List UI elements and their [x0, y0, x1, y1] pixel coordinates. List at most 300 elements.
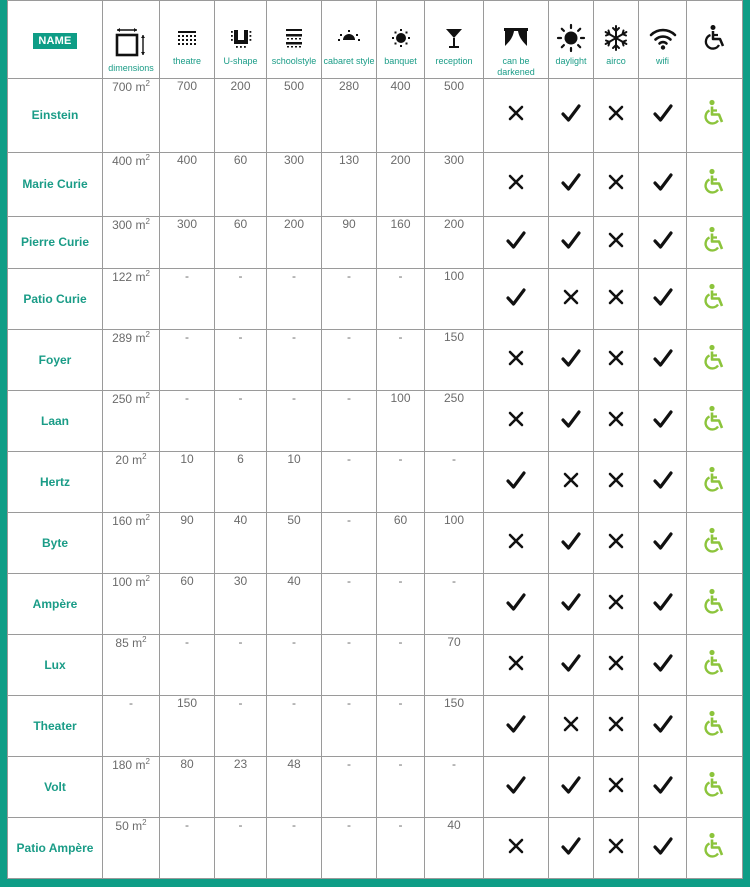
capacity-banquet: 400 — [377, 79, 425, 153]
col-label-schoolstyle: schoolstyle — [271, 56, 317, 66]
check-icon — [561, 782, 581, 799]
dimensions-icon — [114, 26, 148, 60]
area-unit: m — [135, 270, 146, 284]
col-header-can-be-darkened — [484, 1, 549, 79]
capacity-cabaret: 280 — [322, 79, 377, 153]
capacity-ushape: 60 — [215, 153, 267, 217]
col-label-u-shape: U-shape — [223, 56, 258, 66]
name-column-header — [8, 1, 103, 79]
capacity-reception: 70 — [425, 635, 484, 696]
check-icon — [561, 843, 581, 860]
room-name: Laan — [8, 391, 103, 452]
area-unit: m — [132, 819, 143, 833]
capacity-banquet: 100 — [377, 391, 425, 452]
area-unit-exponent: 2 — [145, 757, 150, 766]
area-unit-exponent: 2 — [145, 153, 150, 162]
check-icon — [653, 660, 673, 677]
cross-icon — [606, 237, 626, 254]
room-dimensions — [103, 391, 160, 452]
feature-wifi — [639, 818, 687, 879]
col-header-reception — [425, 1, 484, 79]
room-name: Hertz — [8, 452, 103, 513]
dimensions-value: 250 — [112, 392, 133, 406]
room-name: Patio Curie — [8, 269, 103, 330]
room-dimensions — [103, 635, 160, 696]
check-icon — [506, 294, 526, 311]
area-unit-exponent: 2 — [145, 513, 150, 522]
room-name: Volt — [8, 757, 103, 818]
feature-wifi — [639, 269, 687, 330]
capacity-banquet: 60 — [377, 513, 425, 574]
dimensions-value: 400 — [112, 154, 133, 168]
col-header-banquet — [377, 1, 425, 79]
room-dimensions — [103, 818, 160, 879]
feature-wifi — [639, 391, 687, 452]
feature-airco — [594, 818, 639, 879]
capacity-schoolstyle: 40 — [267, 574, 322, 635]
feature-accessible — [687, 330, 743, 391]
feature-darkened — [484, 818, 549, 879]
feature-darkened — [484, 330, 549, 391]
feature-accessible — [687, 818, 743, 879]
capacity-schoolstyle: - — [267, 696, 322, 757]
room-name: Lux — [8, 635, 103, 696]
capacity-schoolstyle: 300 — [267, 153, 322, 217]
feature-daylight — [549, 818, 594, 879]
capacity-banquet: - — [377, 818, 425, 879]
feature-darkened — [484, 391, 549, 452]
capacity-ushape: - — [215, 818, 267, 879]
col-header-airco — [594, 1, 639, 79]
dimensions-value: 85 — [115, 636, 129, 650]
table-row — [8, 635, 743, 696]
capacity-ushape: 60 — [215, 217, 267, 269]
feature-darkened — [484, 574, 549, 635]
room-dimensions — [103, 269, 160, 330]
cross-icon — [606, 294, 626, 311]
check-icon — [653, 599, 673, 616]
capacity-theatre: 300 — [160, 217, 215, 269]
col-label-can-be-darkened: can be darkened — [497, 56, 535, 77]
capacity-ushape: - — [215, 696, 267, 757]
col-header-wheelchair-access — [687, 1, 743, 79]
feature-accessible — [687, 79, 743, 153]
check-icon — [653, 179, 673, 196]
banquet-layout-icon — [386, 23, 416, 53]
snowflake-icon — [601, 23, 631, 53]
feature-wifi — [639, 452, 687, 513]
cross-icon — [606, 355, 626, 372]
area-unit-exponent: 2 — [145, 391, 150, 400]
wheelchair-icon — [703, 114, 727, 131]
feature-airco — [594, 217, 639, 269]
capacity-theatre: 150 — [160, 696, 215, 757]
wheelchair-icon — [700, 23, 730, 53]
table-row — [8, 330, 743, 391]
check-icon — [653, 721, 673, 738]
feature-airco — [594, 513, 639, 574]
area-unit-exponent: 2 — [145, 217, 150, 226]
table-row — [8, 452, 743, 513]
wheelchair-icon — [703, 359, 727, 376]
check-icon — [561, 599, 581, 616]
capacity-reception: 100 — [425, 513, 484, 574]
capacity-schoolstyle: - — [267, 391, 322, 452]
wheelchair-icon — [703, 847, 727, 864]
feature-darkened — [484, 153, 549, 217]
area-unit-exponent: 2 — [142, 452, 147, 461]
feature-airco — [594, 574, 639, 635]
check-icon — [653, 538, 673, 555]
cross-icon — [561, 294, 581, 311]
schoolstyle-layout-icon — [279, 23, 309, 53]
room-name: Patio Ampère — [8, 818, 103, 879]
feature-accessible — [687, 757, 743, 818]
capacity-theatre: 400 — [160, 153, 215, 217]
room-dimensions — [103, 696, 160, 757]
check-icon — [506, 237, 526, 254]
feature-darkened — [484, 513, 549, 574]
col-label-banquet: banquet — [384, 56, 417, 66]
capacity-banquet: - — [377, 269, 425, 330]
cross-icon — [561, 721, 581, 738]
capacity-cabaret: - — [322, 391, 377, 452]
wheelchair-icon — [703, 241, 727, 258]
room-rows — [8, 79, 743, 879]
feature-daylight — [549, 696, 594, 757]
cross-icon — [606, 179, 626, 196]
table-row — [8, 391, 743, 452]
cross-icon — [606, 782, 626, 799]
col-label-daylight: daylight — [555, 56, 587, 66]
wheelchair-icon — [703, 481, 727, 498]
table-row — [8, 269, 743, 330]
col-header-theatre — [160, 1, 215, 79]
feature-darkened — [484, 217, 549, 269]
capacity-schoolstyle: 10 — [267, 452, 322, 513]
curtains-icon — [501, 23, 531, 53]
col-label-wifi: wifi — [656, 56, 669, 66]
room-dimensions — [103, 153, 160, 217]
capacity-cabaret: - — [322, 574, 377, 635]
dimensions-value: 300 — [112, 218, 133, 232]
feature-wifi — [639, 696, 687, 757]
header-row — [8, 1, 743, 79]
feature-airco — [594, 391, 639, 452]
capacity-schoolstyle: 500 — [267, 79, 322, 153]
feature-accessible — [687, 574, 743, 635]
feature-wifi — [639, 635, 687, 696]
feature-darkened — [484, 696, 549, 757]
feature-accessible — [687, 696, 743, 757]
check-icon — [561, 660, 581, 677]
cross-icon — [606, 660, 626, 677]
col-header-schoolstyle — [267, 1, 322, 79]
wheelchair-icon — [703, 603, 727, 620]
capacity-reception: 100 — [425, 269, 484, 330]
wifi-icon — [648, 23, 678, 53]
room-dimensions — [103, 513, 160, 574]
area-unit: m — [135, 514, 146, 528]
room-name: Pierre Curie — [8, 217, 103, 269]
capacity-reception: - — [425, 757, 484, 818]
cross-icon — [606, 843, 626, 860]
capacity-ushape: 40 — [215, 513, 267, 574]
feature-airco — [594, 635, 639, 696]
capacity-schoolstyle: 50 — [267, 513, 322, 574]
feature-wifi — [639, 79, 687, 153]
col-label-airco: airco — [606, 56, 626, 66]
table-row — [8, 513, 743, 574]
capacity-banquet: - — [377, 757, 425, 818]
room-dimensions — [103, 574, 160, 635]
u-shape-layout-icon — [226, 23, 256, 53]
cross-icon — [506, 660, 526, 677]
check-icon — [561, 416, 581, 433]
capacity-cabaret: 130 — [322, 153, 377, 217]
capacity-cabaret: - — [322, 452, 377, 513]
col-header-u-shape — [215, 1, 267, 79]
capacity-reception: 150 — [425, 330, 484, 391]
area-unit-exponent: 2 — [145, 79, 150, 88]
feature-daylight — [549, 574, 594, 635]
feature-airco — [594, 330, 639, 391]
capacity-reception: - — [425, 452, 484, 513]
capacity-reception: 250 — [425, 391, 484, 452]
check-icon — [653, 416, 673, 433]
feature-accessible — [687, 217, 743, 269]
feature-accessible — [687, 269, 743, 330]
feature-airco — [594, 696, 639, 757]
capacity-ushape: 6 — [215, 452, 267, 513]
room-name: Byte — [8, 513, 103, 574]
capacity-ushape: 30 — [215, 574, 267, 635]
check-icon — [653, 110, 673, 127]
table-row — [8, 757, 743, 818]
check-icon — [653, 294, 673, 311]
wheelchair-icon — [703, 786, 727, 803]
feature-airco — [594, 153, 639, 217]
feature-accessible — [687, 153, 743, 217]
capacity-banquet: - — [377, 574, 425, 635]
area-unit: m — [135, 218, 146, 232]
capacity-theatre: - — [160, 269, 215, 330]
feature-darkened — [484, 757, 549, 818]
capacity-cabaret: - — [322, 818, 377, 879]
check-icon — [653, 782, 673, 799]
capacity-ushape: 200 — [215, 79, 267, 153]
area-unit-exponent: 2 — [145, 330, 150, 339]
feature-darkened — [484, 635, 549, 696]
capacity-ushape: - — [215, 269, 267, 330]
col-label-dimensions: dimensions — [108, 63, 154, 73]
capacity-reception: 500 — [425, 79, 484, 153]
area-unit: m — [135, 758, 146, 772]
check-icon — [653, 237, 673, 254]
capacity-reception: 150 — [425, 696, 484, 757]
cross-icon — [506, 416, 526, 433]
theatre-layout-icon — [172, 23, 202, 53]
check-icon — [653, 355, 673, 372]
feature-darkened — [484, 79, 549, 153]
check-icon — [506, 599, 526, 616]
check-icon — [506, 782, 526, 799]
cross-icon — [561, 477, 581, 494]
capacity-banquet: 200 — [377, 153, 425, 217]
wheelchair-icon — [703, 725, 727, 742]
area-unit-exponent: 2 — [145, 574, 150, 583]
capacity-theatre: 10 — [160, 452, 215, 513]
table-row — [8, 217, 743, 269]
dimensions-value: 50 — [115, 819, 129, 833]
room-dimensions — [103, 330, 160, 391]
area-unit: m — [135, 154, 146, 168]
capacity-banquet: - — [377, 696, 425, 757]
feature-wifi — [639, 513, 687, 574]
feature-daylight — [549, 269, 594, 330]
capacity-schoolstyle: - — [267, 635, 322, 696]
room-name: Theater — [8, 696, 103, 757]
col-label-theatre: theatre — [172, 56, 202, 66]
room-name: Ampère — [8, 574, 103, 635]
capacity-cabaret: - — [322, 269, 377, 330]
table-row — [8, 79, 743, 153]
col-label-reception: reception — [435, 56, 473, 66]
check-icon — [653, 477, 673, 494]
dimensions-value: 122 — [112, 270, 133, 284]
cross-icon — [606, 416, 626, 433]
feature-daylight — [549, 452, 594, 513]
cross-icon — [606, 538, 626, 555]
capacity-banquet: - — [377, 452, 425, 513]
room-dimensions — [103, 757, 160, 818]
room-capacity-table — [7, 0, 743, 879]
feature-wifi — [639, 574, 687, 635]
capacity-theatre: - — [160, 391, 215, 452]
cocktail-glass-icon — [439, 23, 469, 53]
cross-icon — [506, 843, 526, 860]
dimensions-value: 700 — [112, 80, 133, 94]
room-name: Foyer — [8, 330, 103, 391]
feature-airco — [594, 269, 639, 330]
capacity-reception: 40 — [425, 818, 484, 879]
col-header-dimensions — [103, 1, 160, 79]
check-icon — [561, 538, 581, 555]
wheelchair-icon — [703, 420, 727, 437]
col-header-cabaret-style — [322, 1, 377, 79]
feature-airco — [594, 79, 639, 153]
feature-airco — [594, 452, 639, 513]
feature-daylight — [549, 513, 594, 574]
capacity-banquet: 160 — [377, 217, 425, 269]
capacity-theatre: 90 — [160, 513, 215, 574]
area-unit-exponent: 2 — [142, 818, 147, 827]
col-header-daylight — [549, 1, 594, 79]
feature-darkened — [484, 269, 549, 330]
capacity-theatre: 80 — [160, 757, 215, 818]
feature-wifi — [639, 757, 687, 818]
check-icon — [506, 477, 526, 494]
check-icon — [653, 843, 673, 860]
dimensions-value: 160 — [112, 514, 133, 528]
cabaret-layout-icon — [334, 23, 364, 53]
check-icon — [561, 355, 581, 372]
feature-daylight — [549, 330, 594, 391]
capacity-reception: - — [425, 574, 484, 635]
capacity-schoolstyle: - — [267, 330, 322, 391]
capacity-cabaret: - — [322, 696, 377, 757]
area-unit: m — [135, 392, 146, 406]
area-unit: m — [135, 575, 146, 589]
feature-wifi — [639, 330, 687, 391]
table-row — [8, 574, 743, 635]
check-icon — [561, 110, 581, 127]
capacity-theatre: - — [160, 330, 215, 391]
feature-accessible — [687, 452, 743, 513]
feature-airco — [594, 757, 639, 818]
table-row — [8, 153, 743, 217]
feature-daylight — [549, 757, 594, 818]
capacity-ushape: 23 — [215, 757, 267, 818]
check-icon — [561, 237, 581, 254]
capacity-banquet: - — [377, 330, 425, 391]
cross-icon — [506, 179, 526, 196]
capacity-cabaret: - — [322, 513, 377, 574]
capacity-theatre: 700 — [160, 79, 215, 153]
cross-icon — [506, 538, 526, 555]
dimensions-value: - — [129, 696, 133, 710]
capacity-cabaret: - — [322, 635, 377, 696]
capacity-cabaret: - — [322, 330, 377, 391]
capacity-ushape: - — [215, 330, 267, 391]
wheelchair-icon — [703, 664, 727, 681]
room-name: Marie Curie — [8, 153, 103, 217]
capacity-cabaret: - — [322, 757, 377, 818]
feature-wifi — [639, 153, 687, 217]
capacity-theatre: 60 — [160, 574, 215, 635]
feature-daylight — [549, 635, 594, 696]
room-name: Einstein — [8, 79, 103, 153]
room-capacity-table-frame — [7, 0, 742, 879]
sun-icon — [556, 23, 586, 53]
table-row — [8, 818, 743, 879]
feature-daylight — [549, 217, 594, 269]
wheelchair-icon — [703, 183, 727, 200]
room-dimensions — [103, 452, 160, 513]
cross-icon — [506, 110, 526, 127]
capacity-banquet: - — [377, 635, 425, 696]
feature-accessible — [687, 513, 743, 574]
feature-wifi — [639, 217, 687, 269]
cross-icon — [606, 110, 626, 127]
capacity-ushape: - — [215, 635, 267, 696]
check-icon — [506, 721, 526, 738]
feature-daylight — [549, 153, 594, 217]
area-unit: m — [132, 453, 143, 467]
feature-accessible — [687, 635, 743, 696]
dimensions-value: 180 — [112, 758, 133, 772]
capacity-theatre: - — [160, 635, 215, 696]
dimensions-value: 20 — [115, 453, 129, 467]
capacity-schoolstyle: - — [267, 269, 322, 330]
cross-icon — [606, 599, 626, 616]
cross-icon — [506, 355, 526, 372]
capacity-schoolstyle: - — [267, 818, 322, 879]
feature-daylight — [549, 391, 594, 452]
feature-accessible — [687, 391, 743, 452]
cross-icon — [606, 477, 626, 494]
capacity-cabaret: 90 — [322, 217, 377, 269]
